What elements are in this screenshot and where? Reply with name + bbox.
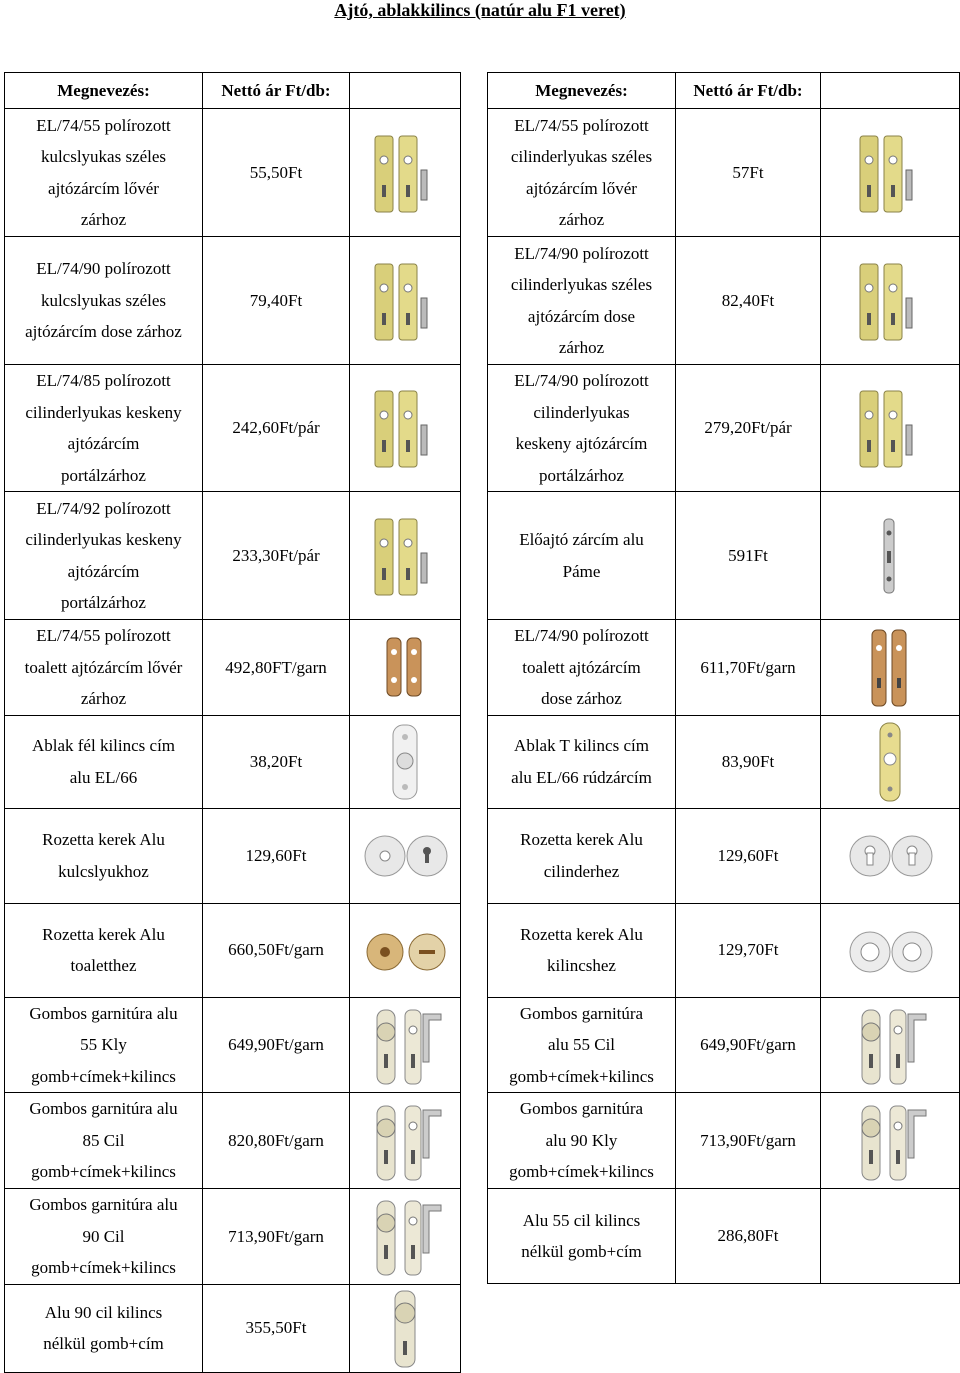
table-row (488, 237, 960, 365)
gold-double-plate-icon (350, 130, 460, 216)
product-name-cell (5, 620, 203, 716)
product-price-cell: 129,70Ft (676, 903, 821, 997)
product-image-cell (821, 492, 960, 620)
rosette-ring-icon (821, 907, 959, 993)
product-name-line: EL/74/55 polírozott (36, 115, 171, 135)
left-price-table (4, 72, 461, 1373)
product-name-line: alu 55 Cil (547, 1035, 616, 1054)
price-header: Nettó ár Ft/db: (676, 73, 821, 109)
product-name-line: toalett ajtózárcím lővér (24, 657, 183, 677)
product-image-cell (821, 620, 960, 716)
knob-set-icon (821, 1002, 959, 1088)
product-image-cell (350, 492, 461, 620)
product-name-cell (488, 620, 676, 716)
product-name-cell (488, 1093, 676, 1189)
product-name-line: portálzárhoz (61, 593, 146, 612)
product-name-line: gomb+címek+kilincs (31, 1258, 176, 1277)
product-image-cell (350, 1284, 461, 1372)
product-name-line: Gombos garnitúra alu (29, 1195, 178, 1214)
product-name-cell (488, 808, 676, 903)
rosette-toilet-icon (350, 907, 460, 993)
product-name-line: Rozetta kerek Alu (520, 830, 643, 849)
product-name-cell (488, 997, 676, 1093)
product-name-line: ajtózárcím dose zárhoz (25, 322, 182, 342)
product-name-line: gomb+címek+kilincs (31, 1066, 176, 1086)
table-row (488, 715, 960, 808)
product-name-line: cilinderhez (543, 861, 620, 881)
product-name-line: kulcslyukhoz (58, 861, 149, 881)
product-name-line: Alu 90 cil kilincs (44, 1302, 163, 1322)
product-price-cell: 611,70Ft/garn (676, 620, 821, 716)
product-price-cell: 129,60Ft (203, 808, 350, 903)
product-name-line: keskeny ajtózárcím (515, 434, 648, 453)
product-name-cell (5, 1189, 203, 1285)
product-price-cell: 713,90Ft/garn (203, 1189, 350, 1285)
product-name-line: zárhoz (80, 689, 127, 708)
product-image-cell (821, 365, 960, 492)
product-image-cell (350, 808, 461, 903)
table-row (488, 903, 960, 997)
product-price-cell: 820,80Ft/garn (203, 1093, 350, 1189)
product-price-cell: 649,90Ft/garn (203, 997, 350, 1093)
table-row (5, 808, 461, 903)
knob-set-icon (350, 1193, 460, 1279)
table-row (488, 109, 960, 237)
product-name-line: EL/74/55 polírozott (514, 115, 649, 135)
product-price-cell: 492,80FT/garn (203, 620, 350, 716)
product-image-cell (350, 365, 461, 492)
product-image-cell (821, 997, 960, 1093)
product-name-line: nélkül gomb+cím (43, 1334, 164, 1353)
table-row (5, 1284, 461, 1372)
product-image-cell (350, 903, 461, 997)
product-name-line: Rozetta kerek Alu (42, 924, 165, 944)
product-name-line: gomb+címek+kilincs (509, 1066, 654, 1086)
product-name-cell (5, 237, 203, 365)
table-row (5, 1189, 461, 1285)
product-price-cell: 38,20Ft (203, 715, 350, 808)
product-name-line: ajtózárcím dose (527, 306, 636, 326)
product-name-line: EL/74/90 polírozott (514, 626, 649, 645)
product-name-cell (5, 109, 203, 237)
product-name-line: Rozetta kerek Alu (520, 924, 643, 944)
product-name-line: cilinderlyukas széles (510, 275, 653, 294)
product-price-cell: 713,90Ft/garn (676, 1093, 821, 1189)
gold-double-plate-icon (821, 130, 959, 216)
table-row (488, 1093, 960, 1189)
rosette-keyhole-icon (350, 813, 460, 899)
product-name-line: gomb+címek+kilincs (31, 1162, 176, 1182)
table-row (488, 492, 960, 620)
product-name-line: ajtózárcím (67, 434, 140, 453)
table-row (5, 365, 461, 492)
gold-double-plate-icon (350, 513, 460, 599)
product-price-cell: 233,30Ft/pár (203, 492, 350, 620)
product-image-cell (821, 109, 960, 237)
product-image-cell (350, 237, 461, 365)
table-row (488, 1189, 960, 1284)
table-row (488, 365, 960, 492)
product-name-cell (5, 492, 203, 620)
product-name-line: zárhoz (558, 210, 605, 229)
product-image-cell (821, 808, 960, 903)
product-name-line: Gombos garnitúra alu (29, 1003, 178, 1023)
product-name-cell (488, 237, 676, 365)
price-header: Nettó ár Ft/db: (203, 73, 350, 109)
product-name-line: cilinderlyukas keskeny (25, 530, 182, 549)
product-price-cell: 83,90Ft (676, 715, 821, 808)
product-name-line: Alu 55 cil kilincs (522, 1210, 641, 1230)
table-row (488, 997, 960, 1093)
product-image-cell (350, 620, 461, 716)
gold-double-plate-icon (821, 385, 959, 471)
product-name-line: ajtózárcím lővér (48, 178, 159, 198)
product-name-line: Ablak fél kilincs cím (31, 736, 176, 755)
product-name-line: toalett ajtózárcím (522, 657, 641, 677)
product-price-cell: 242,60Ft/pár (203, 365, 350, 492)
product-name-line: Gombos garnitúra (519, 1003, 644, 1023)
table-row (5, 1093, 461, 1189)
product-name-line: cilinderlyukas széles (510, 147, 653, 166)
rosette-cylinder-icon (821, 813, 959, 899)
product-price-cell: 79,40Ft (203, 237, 350, 365)
product-image-cell (821, 237, 960, 365)
product-name-line: EL/74/90 polírozott (36, 259, 171, 279)
product-name-line: Rozetta kerek Alu (42, 830, 165, 849)
product-price-cell: 57Ft (676, 109, 821, 237)
product-name-line: ajtózárcím lővér (526, 178, 637, 198)
product-name-line: EL/74/90 polírozott (514, 371, 649, 390)
product-image-cell (821, 1189, 960, 1284)
bronze-long-plate-icon (821, 624, 959, 710)
gold-double-plate-icon (821, 258, 959, 344)
product-name-cell (5, 808, 203, 903)
product-name-line: Gombos garnitúra (519, 1099, 644, 1119)
product-image-cell (350, 1189, 461, 1285)
gold-double-plate-icon (350, 258, 460, 344)
product-image-cell (821, 715, 960, 808)
product-name-cell (488, 903, 676, 997)
product-name-line: cilinderlyukas keskeny (25, 402, 182, 422)
product-name-line: alu 90 Kly (545, 1130, 618, 1150)
gold-double-plate-icon (350, 385, 460, 471)
product-name-line: kilincshez (547, 956, 616, 975)
bronze-short-plate-icon (350, 624, 460, 710)
product-name-cell (5, 1284, 203, 1372)
product-name-line: EL/74/55 polírozott (36, 626, 171, 645)
image-header (821, 73, 960, 109)
product-name-line: zárhoz (558, 338, 605, 357)
table-row (5, 237, 461, 365)
product-name-line: kulcslyukas széles (40, 290, 167, 310)
knob-set-icon (350, 1002, 460, 1088)
product-image-cell (350, 1093, 461, 1189)
product-image-cell (350, 109, 461, 237)
product-price-cell: 279,20Ft/pár (676, 365, 821, 492)
product-price-cell: 591Ft (676, 492, 821, 620)
knob-set-icon (350, 1098, 460, 1184)
product-name-line: zárhoz (80, 210, 127, 229)
narrow-plate-icon (821, 513, 959, 599)
table-row (5, 715, 461, 808)
table-row (5, 997, 461, 1093)
product-name-line: Páme (562, 561, 601, 581)
product-price-cell: 286,80Ft (676, 1189, 821, 1284)
product-name-line: toaletthez (70, 956, 137, 975)
gold-single-plate-icon (821, 719, 959, 805)
table-row (5, 492, 461, 620)
product-name-cell (488, 109, 676, 237)
knob-plate-icon (350, 1285, 460, 1371)
product-name-line: alu EL/66 (69, 767, 138, 787)
product-name-line: EL/74/92 polírozott (36, 498, 171, 518)
product-name-line: Előajtó zárcím alu (519, 530, 644, 549)
product-name-line: 85 Cil (82, 1130, 125, 1150)
product-name-line: Gombos garnitúra alu (29, 1099, 178, 1119)
product-image-cell (821, 1093, 960, 1189)
name-header: Megnevezés: (5, 73, 203, 109)
product-image-cell (350, 997, 461, 1093)
product-name-cell (5, 903, 203, 997)
table-row (5, 109, 461, 237)
product-price-cell: 660,50Ft/garn (203, 903, 350, 997)
table-row (5, 620, 461, 716)
product-price-cell: 82,40Ft (676, 237, 821, 365)
product-name-line: EL/74/85 polírozott (36, 371, 171, 390)
product-name-line: nélkül gomb+cím (521, 1242, 642, 1261)
right-price-table (487, 72, 960, 1284)
product-name-cell (5, 1093, 203, 1189)
table-row (488, 620, 960, 716)
product-name-line: kulcslyukas széles (40, 147, 167, 166)
product-name-cell (5, 715, 203, 808)
product-name-line: Ablak T kilincs cím (514, 736, 649, 755)
product-name-line: portálzárhoz (61, 465, 146, 485)
name-header: Megnevezés: (488, 73, 676, 109)
image-header (350, 73, 461, 109)
product-price-cell: 55,50Ft (203, 109, 350, 237)
product-name-line: gomb+címek+kilincs (509, 1162, 654, 1182)
page-title: Ajtó, ablakkilincs (natúr alu F1 veret) (334, 0, 626, 20)
table-row (5, 903, 461, 997)
product-name-cell (488, 365, 676, 492)
product-name-line: portálzárhoz (539, 465, 624, 485)
product-name-line: cilinderlyukas (533, 402, 630, 422)
product-name-line: 90 Cil (82, 1226, 125, 1246)
window-plate-icon (350, 719, 460, 805)
product-name-cell (488, 715, 676, 808)
product-name-line: 55 Kly (80, 1035, 127, 1054)
product-price-cell: 129,60Ft (676, 808, 821, 903)
product-name-cell (5, 365, 203, 492)
product-image-cell (821, 903, 960, 997)
product-name-cell (5, 997, 203, 1093)
product-name-line: dose zárhoz (541, 689, 622, 708)
product-name-cell (488, 1189, 676, 1284)
product-name-line: ajtózárcím (67, 561, 140, 581)
product-name-line: EL/74/90 polírozott (514, 243, 649, 263)
product-image-cell (350, 715, 461, 808)
product-price-cell: 649,90Ft/garn (676, 997, 821, 1093)
knob-set-icon (821, 1098, 959, 1184)
product-name-cell (488, 492, 676, 620)
table-row (488, 808, 960, 903)
product-price-cell: 355,50Ft (203, 1284, 350, 1372)
product-name-line: alu EL/66 rúdzárcím (511, 767, 652, 787)
